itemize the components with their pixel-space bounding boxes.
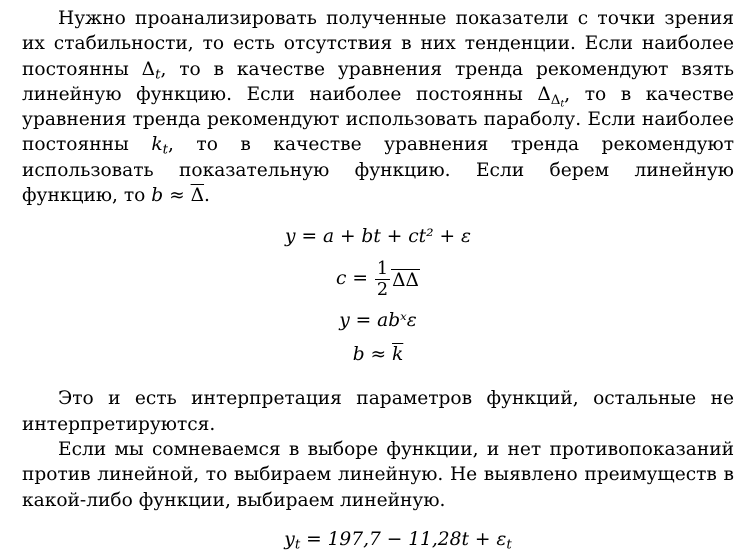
equation-parabola: y = a + bt + ct² + ε xyxy=(285,226,471,248)
math-b-approx-mean-delta: $b \approx \overline{\Delta}$ xyxy=(151,185,205,207)
math-k-t: $k_t$ xyxy=(151,134,168,159)
text-segment-2: , то в качестве уравнения тренда рекомендуют взять линейную функцию. Если наиболее постоянны xyxy=(22,58,734,105)
fraction-one-half: $\frac{1}{2}$ xyxy=(376,258,389,300)
paragraph-interpretation: Это и есть интерпретация параметров функций, остальные не интерпретируются. xyxy=(22,388,734,435)
math-delta-t: $\Delta_t$ xyxy=(141,58,161,83)
equation-c-coefficient: c = $\frac{1}{2}$ ΔΔ xyxy=(336,258,419,300)
overlined-delta-delta: ΔΔ xyxy=(392,270,419,292)
equation-exponential: y = abˣε xyxy=(339,310,417,332)
equation-block xyxy=(22,220,734,372)
paragraph-trend-selection xyxy=(22,6,734,208)
equation-b-approx-k: $b \approx \overline{k}$ xyxy=(352,344,404,366)
text-segment-4: , то в качестве уравнения тренда рекомендуют использовать показательную функцию. Если берем линейную функцию, то xyxy=(22,134,734,207)
equation-final-trend: $y_t = 197,7 - 11,28t + \varepsilon_t$ xyxy=(284,528,512,553)
text-segment-5: . xyxy=(204,185,210,207)
math-delta-delta-t: $\Delta_{\Delta_t}$ xyxy=(537,83,565,110)
paragraph-choose-linear: Если мы сомневаемся в выборе функции, и нет противопоказаний против линейной, то выбираем линейную. Не выявлено преимуществ в какой-либо функции, выбираем линейную. xyxy=(22,438,734,511)
text-segment-1: Нужно проанализировать полученные показатели с точки зрения их стабильности, то есть отсутствия в них тенденции. Если наиболее постоянны xyxy=(22,8,734,80)
text-segment-3: , то в качестве уравнения тренда рекомендуют использовать параболу. Если наиболее постоянны xyxy=(22,83,734,156)
document-page xyxy=(22,6,734,552)
